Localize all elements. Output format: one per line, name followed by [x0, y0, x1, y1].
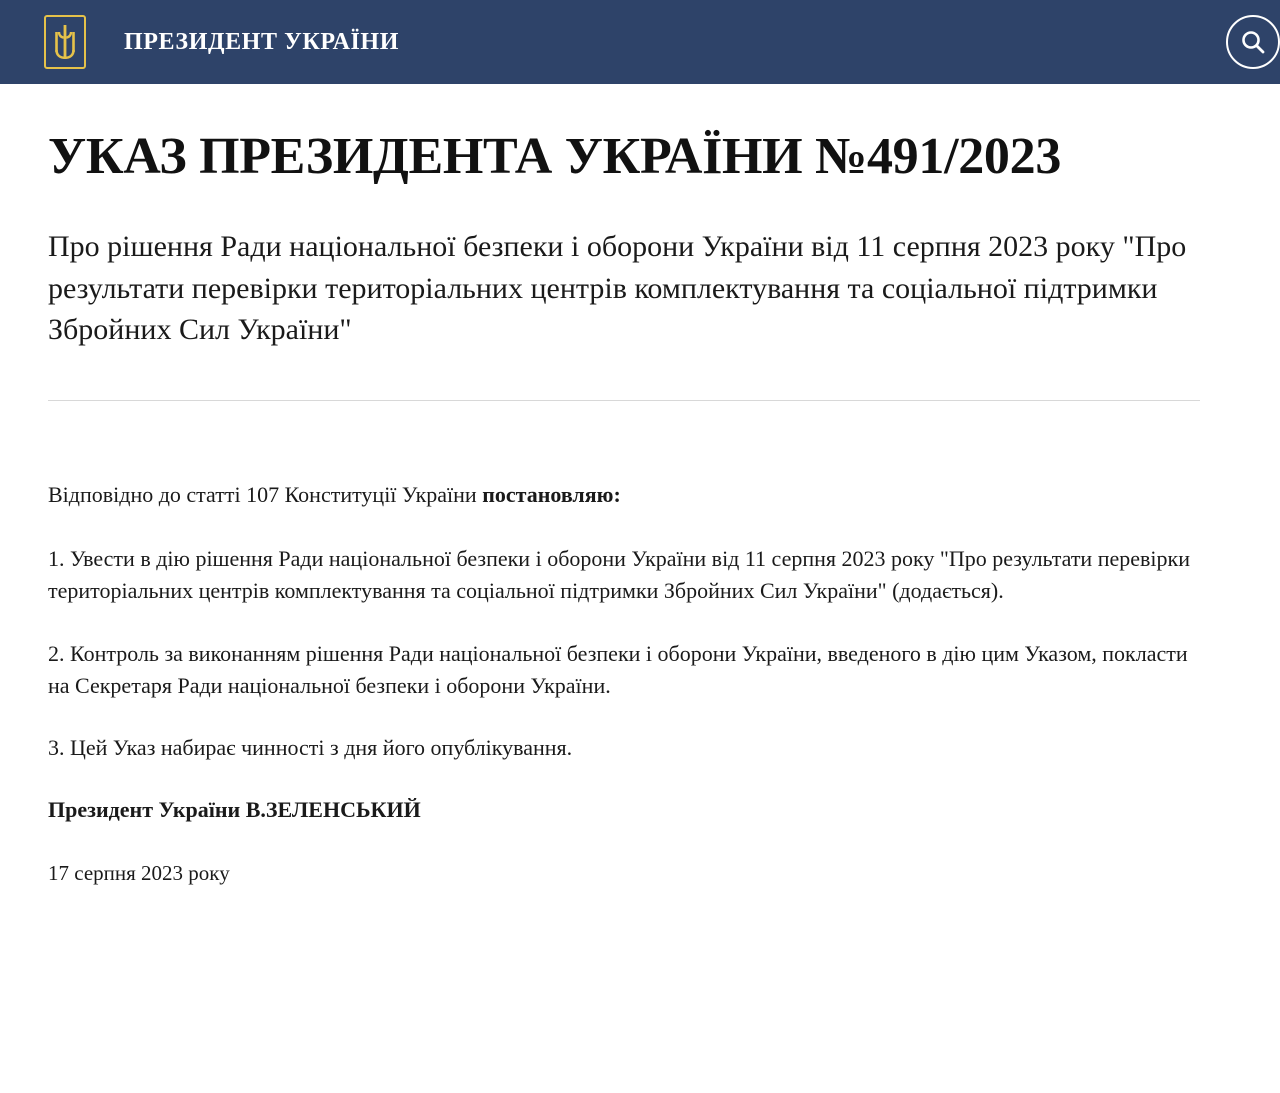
- document-signature: Президент України В.ЗЕЛЕНСЬКИЙ: [48, 796, 421, 822]
- site-title: ПРЕЗИДЕНТ УКРАЇНИ: [124, 28, 399, 55]
- intro-text: Відповідно до статті 107 Конституції України: [48, 482, 483, 508]
- ukraine-trident-emblem-icon: [44, 15, 86, 69]
- document-body: [0, 84, 1280, 888]
- document-subtitle: Про рішення Ради національної безпеки і оборони України від 11 серпня 2023 року "Про результати перевірки територіальних центрів комплектування та соціальної підтримки Збройних Сил України": [48, 230, 1187, 347]
- search-icon: [1240, 29, 1266, 55]
- document-date: 17 серпня 2023 року: [48, 860, 230, 885]
- page-title: УКАЗ ПРЕЗИДЕНТА УКРАЇНИ №491/2023: [48, 128, 1062, 185]
- document-paragraph-2: 2. Контроль за виконанням рішення Ради національної безпеки і оборони України, введеного в дію цим Указом, покласти на Секретаря Ради національної безпеки і оборони України.: [48, 640, 1188, 698]
- document-paragraph-1: 1. Увести в дію рішення Ради національної безпеки і оборони України від 11 серпня 2023 року "Про результати перевірки територіальних центрів комплектування та соціальної підтримки Збройних Сил України" (додається).: [48, 546, 1190, 604]
- document-intro: [48, 479, 1200, 511]
- site-header: [0, 0, 1280, 84]
- document-paragraph-3: 3. Цей Указ набирає чинності з дня його опублікування.: [48, 734, 573, 760]
- divider: [48, 400, 1200, 401]
- intro-emphasis: постановляю:: [482, 482, 621, 508]
- search-button[interactable]: [1226, 15, 1280, 69]
